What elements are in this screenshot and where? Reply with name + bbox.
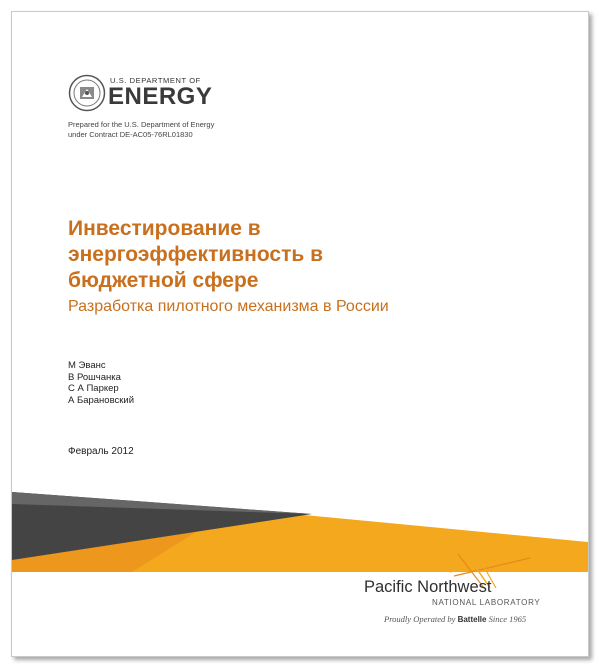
report-subtitle: Разработка пилотного механизма в России	[68, 298, 389, 315]
report-title	[68, 216, 468, 294]
report-cover-page	[11, 11, 589, 657]
author-name: А Барановский	[68, 394, 135, 406]
author-list	[68, 360, 134, 406]
operated-prefix: Proudly Operated by	[384, 614, 456, 624]
prepared-line-2: under Contract DE-AC05-76RL01830	[68, 129, 193, 139]
title-line: бюджетной сфере	[68, 269, 259, 292]
pnnl-name: Pacific Northwest	[364, 578, 492, 596]
title-line: энергоэффективность в	[68, 243, 324, 266]
author-name: В Рошчанка	[68, 371, 121, 383]
author-name: М Эванс	[68, 360, 106, 371]
title-line: Инвестирование в	[68, 217, 261, 240]
battelle-wordmark: Battelle	[457, 615, 487, 624]
prepared-line-1: Prepared for the U.S. Department of Energy	[68, 120, 215, 129]
author-name: С А Паркер	[68, 383, 119, 394]
doe-logo	[68, 74, 228, 118]
pnnl-operated-by	[384, 614, 526, 624]
publication-date: Февраль 2012	[68, 446, 134, 457]
pnnl-lab-label: NATIONAL LABORATORY	[432, 598, 541, 607]
doe-department-text: U.S. DEPARTMENT OF	[110, 76, 201, 85]
doe-seal-icon	[68, 74, 106, 112]
doe-energy-wordmark: ENERGY	[108, 83, 213, 110]
prepared-for-note	[68, 120, 214, 139]
operated-suffix: Since 1965	[488, 614, 527, 624]
